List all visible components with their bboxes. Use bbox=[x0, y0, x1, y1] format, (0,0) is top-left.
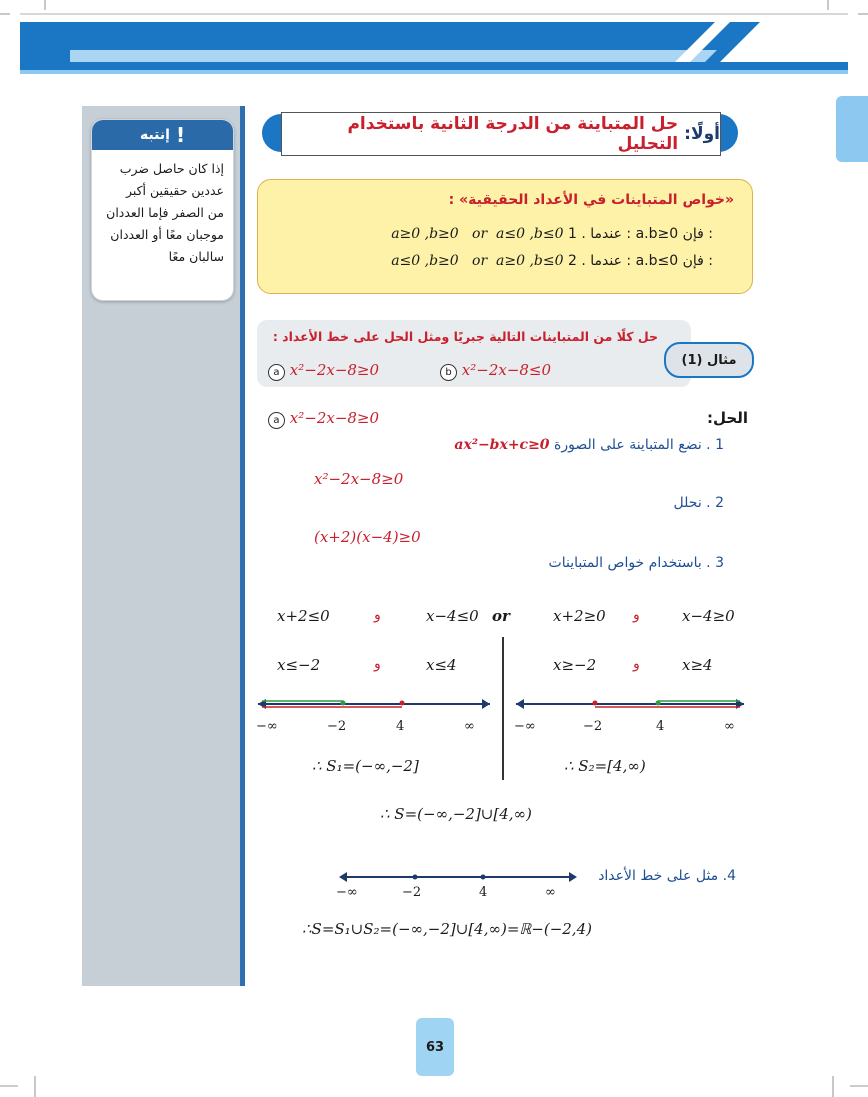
solution-part-expr: x²−2x−8≥0 bbox=[289, 409, 380, 427]
axis-label: 4 bbox=[396, 719, 405, 734]
page-number: 63 bbox=[416, 1018, 454, 1076]
note-header bbox=[92, 120, 233, 150]
note-line: سالبان معًا bbox=[168, 249, 224, 264]
header-banner bbox=[0, 0, 868, 95]
example-label-text: مثال (1) bbox=[681, 352, 737, 368]
section-title-text: حل المتباينة من الدرجة الثانية باستخدام التحليل bbox=[347, 114, 679, 154]
axis-label: ∞ bbox=[724, 719, 735, 734]
point-neg2-left bbox=[341, 701, 346, 706]
step-1-form: ax²−bx+c≥0 bbox=[454, 437, 550, 453]
rule-2-result: a≤0 ,b≥0 or a≥0 ,b≤0 bbox=[391, 253, 564, 269]
step-2: 2 . نحلل bbox=[673, 495, 724, 511]
left-ineq-2: x+2≤0 bbox=[277, 607, 330, 625]
step-3: 3 . باستخدام خواص المتباينات bbox=[548, 555, 724, 571]
step-1-text: 1 . نضع المتباينة على الصورة bbox=[554, 437, 724, 453]
point-4 bbox=[481, 875, 486, 880]
property-rule-2 bbox=[258, 253, 713, 277]
arrow-left-icon bbox=[516, 699, 524, 709]
axis-label: 4 bbox=[656, 719, 665, 734]
axis-label: −2 bbox=[327, 719, 347, 734]
left-res-2: x≤−2 bbox=[277, 656, 321, 674]
right-ineq-1: x−4≥0 bbox=[682, 607, 735, 625]
example-part-a bbox=[268, 361, 379, 381]
axis-label: −∞ bbox=[336, 885, 358, 900]
right-ineq-2: x+2≥0 bbox=[553, 607, 606, 625]
note-line: من الصفر فإما العددان bbox=[106, 205, 224, 220]
left-conj: و bbox=[374, 607, 381, 623]
note-box bbox=[91, 119, 234, 301]
solution-label: الحل: bbox=[707, 409, 748, 427]
step-1-expr: x²−2x−8≥0 bbox=[314, 470, 404, 488]
axis-label: ∞ bbox=[464, 719, 475, 734]
left-solution-set: ∴ S₁=(−∞,−2] bbox=[312, 757, 419, 775]
step-4: 4. مثل على خط الأعداد bbox=[598, 868, 736, 884]
right-res-1: x≥4 bbox=[682, 656, 713, 674]
axis-label: −∞ bbox=[514, 719, 536, 734]
rule-2-label: 2 . عندما : a.b≤0 فإن : bbox=[567, 253, 713, 269]
or-word: or bbox=[492, 607, 510, 625]
union-set: ∴ S=(−∞,−2]∪[4,∞) bbox=[380, 805, 532, 823]
left-res-1: x≤4 bbox=[426, 656, 457, 674]
note-title: إنتبه bbox=[139, 127, 170, 143]
point-neg2 bbox=[413, 875, 418, 880]
axis-label: −2 bbox=[402, 885, 422, 900]
axis-label: −2 bbox=[583, 719, 603, 734]
final-answer: ∴S=S₁∪S₂=(−∞,−2]∪[4,∞)=ℝ−(−2,4) bbox=[302, 920, 592, 938]
right-solution-set: ∴ S₂=[4,∞) bbox=[564, 757, 646, 775]
section-title bbox=[281, 112, 721, 156]
axis-label: 4 bbox=[479, 885, 488, 900]
solution-part-tag: a bbox=[268, 412, 285, 429]
part-a-expr: x²−2x−8≥0 bbox=[289, 361, 380, 379]
rule-1-result: a≥0 ,b≥0 or a≤0 ,b≤0 bbox=[391, 226, 564, 242]
axis-label: ∞ bbox=[545, 885, 556, 900]
right-conj: و bbox=[633, 607, 640, 623]
rule-1-label: 1 . عندما : a.b≥0 فإن : bbox=[567, 226, 713, 242]
note-line: موجبان معًا أو العددان bbox=[110, 227, 224, 242]
part-b-tag: b bbox=[440, 364, 457, 381]
note-line: عددين حقيقين أكبر bbox=[125, 183, 224, 198]
number-lines bbox=[250, 690, 760, 720]
right-conj-2: و bbox=[633, 656, 640, 672]
crop-marks bbox=[0, 1070, 868, 1097]
example-instruction: حل كلًا من المتباينات التالية جبريًا ومثل الحل على خط الأعداد : bbox=[272, 329, 658, 344]
axis-label: −∞ bbox=[256, 719, 278, 734]
point-4-right bbox=[656, 701, 661, 706]
properties-box bbox=[257, 179, 753, 294]
left-conj-2: و bbox=[374, 656, 381, 672]
example-label bbox=[664, 342, 754, 378]
point-4-left bbox=[400, 701, 405, 706]
exclamation-icon: ! bbox=[175, 123, 186, 147]
example-part-b bbox=[440, 361, 551, 381]
step-2-expr: (x+2)(x−4)≥0 bbox=[314, 528, 421, 546]
note-body bbox=[92, 150, 233, 268]
arrow-right-icon bbox=[569, 872, 577, 882]
section-title-prefix: أولًا: bbox=[684, 124, 720, 144]
arrow-left-icon bbox=[339, 872, 347, 882]
left-ineq-1: x−4≤0 bbox=[426, 607, 479, 625]
properties-heading: «خواص المتباينات في الأعداد الحقيقية» : bbox=[448, 192, 734, 208]
right-res-2: x≥−2 bbox=[553, 656, 597, 674]
edge-tab bbox=[836, 96, 868, 162]
step-1 bbox=[454, 437, 724, 453]
solution-part-a bbox=[268, 409, 379, 429]
part-b-expr: x²−2x−8≤0 bbox=[461, 361, 552, 379]
arrow-right-icon bbox=[482, 699, 490, 709]
note-line: إذا كان حاصل ضرب bbox=[119, 161, 224, 176]
point-neg2-right bbox=[593, 701, 598, 706]
part-a-tag: a bbox=[268, 364, 285, 381]
property-rule-1 bbox=[258, 226, 713, 250]
side-panel-divider bbox=[240, 106, 245, 986]
